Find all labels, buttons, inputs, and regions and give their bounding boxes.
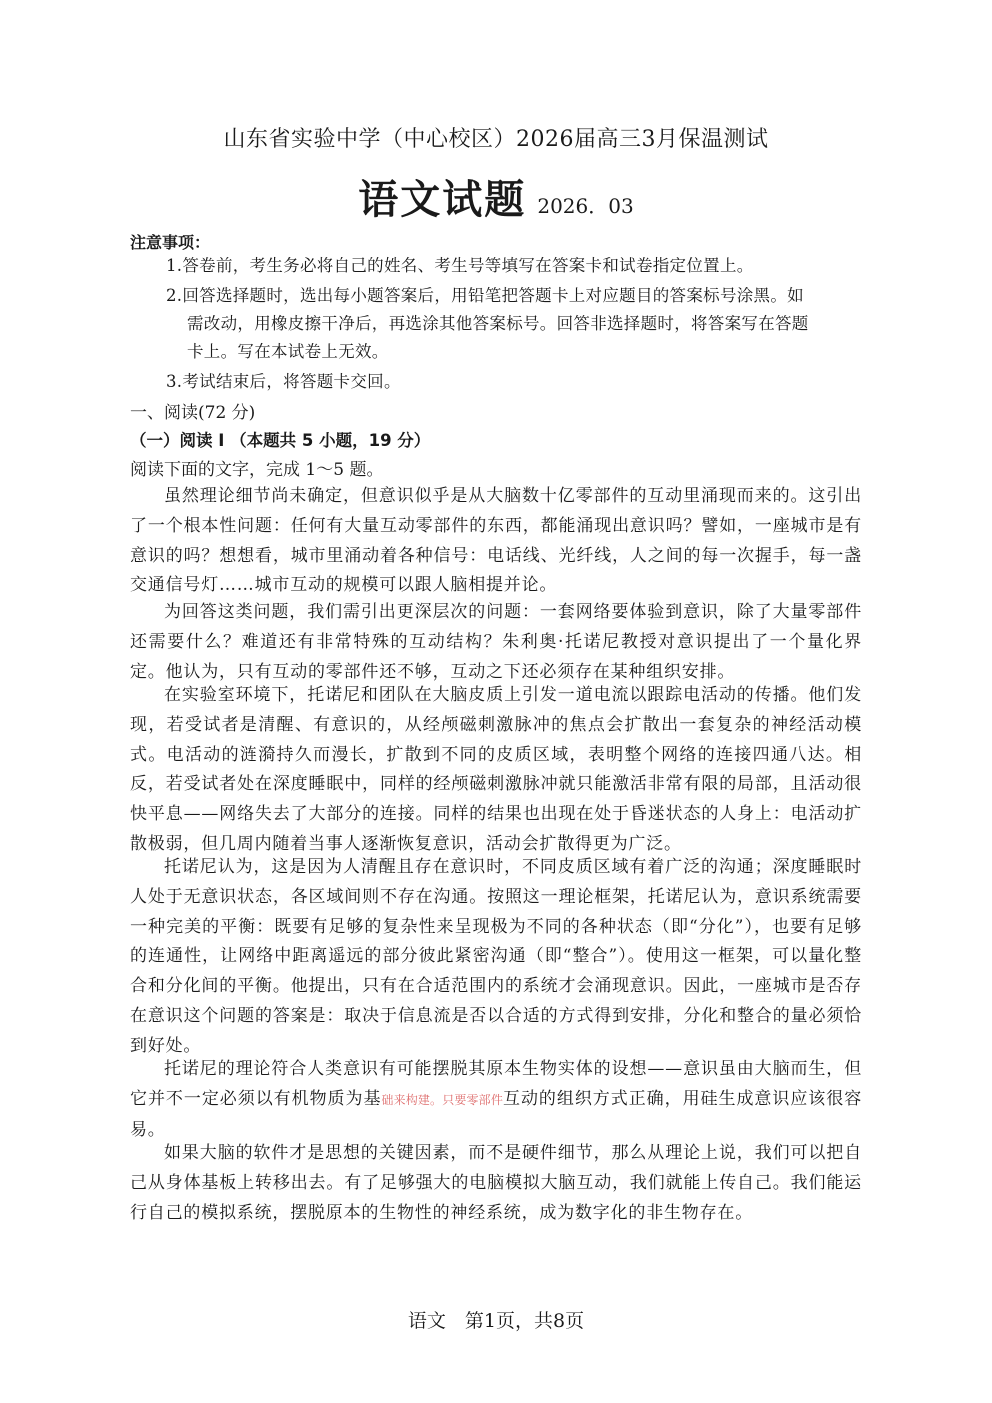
passage-paragraph-2: 为回答这类问题，我们需引出更深层次的问题：一套网络要体验到意识，除了大量零部件还需要什么？难道还有非常特殊的互动结构？朱利奥·托诺尼教授对意识提出了一个量化界定。他认为，只有互动的零部件还不够，互动之下还必须存在某种组织安排。 [130,602,862,682]
passage-paragraph-1: 虽然理论细节尚未确定，但意识似乎是从大脑数十亿零部件的互动里涌现而来的。这引出了一个根本性问题：任何有大量互动零部件的东西，都能涌现出意识吗？譬如，一座城市是有意识的吗？想想看，城市里涌动着各种信号：电话线、光纤线，人之间的每一次握手，每一盏交通信号灯……城市互动的规模可以跟人脑相提并论。 [130,486,862,596]
notes-heading: 注意事项： [130,233,211,252]
note-item-2-line-2: 需改动，用橡皮擦干净后，再选涂其他答案标号。回答非选择题时，将答案写在答题 [187,314,809,333]
title-row [0,168,992,225]
note-item-3: 3.考试结束后，将答题卡交回。 [166,372,401,391]
exam-date: 2026．03 [537,194,634,218]
section-heading: 一、阅读(72 分) [130,403,256,423]
passage-paragraph-3: 在实验室环境下，托诺尼和团队在大脑皮质上引发一道电流以跟踪电活动的传播。他们发现，若受试者是清醒、有意识的，从经颅磁刺激脉冲的焦点会扩散出一套复杂的神经活动模式。电活动的涟漪持久而漫长，扩散到不同的皮质区域，表明整个网络的连接四通八达。相反，若受试者处在深度睡眠中，同样的经颅磁刺激脉冲就只能激活非常有限的局部，且活动很快平息——网络失去了大部分的连接。同样的结果也出现在处于昏迷状态的人身上：电活动扩散极弱，但几周内随着当事人逐渐恢复意识，活动会扩散得更为广泛。 [130,685,862,854]
passage-paragraph-6: 如果大脑的软件才是思想的关键因素，而不是硬件细节，那么从理论上说，我们可以把自己从身体基板上转移出去。有了足够强大的电脑模拟大脑互动，我们就能上传自己。我们能运行自己的模拟系统，摆脱原本的生物性的神经系统，成为数字化的非生物存在。 [130,1143,862,1223]
reading-instruction: 阅读下面的文字，完成 1～5 题。 [130,460,384,480]
note-item-2-line-3: 卡上。写在本试卷上无效。 [187,342,389,361]
passage-paragraph-5 [130,1055,862,1145]
note-item-1: 1.答卷前，考生务必将自己的姓名、考生号等填写在答案卡和试卷指定位置上。 [166,256,754,275]
page-footer: 语文 第1页，共8页 [407,1310,585,1332]
passage-paragraph-5-part-1: 托诺尼的理论符合人类意识有可能摆脱其原本生物实体的设想——意识虽由大脑而生，但它并不一定必须以有机物质为基 [130,1059,862,1109]
note-item-2 [166,282,866,366]
subsection-heading: （一）阅读 I （本题共 5 小题，19 分） [130,431,431,450]
page-title: 语文试题 [358,177,527,223]
passage-paragraph-5-part-2: 互动的组织方式正确，用硅生成意识应该很容易。 [130,1088,862,1140]
school-header: 山东省实验中学（中心校区）2026届高三3月保温测试 [223,127,769,152]
passage-paragraph-4: 托诺尼认为，这是因为人清醒且存在意识时，不同皮质区域有着广泛的沟通；深度睡眠时人处于无意识状态，各区域间则不存在沟通。按照这一理论框架，托诺尼认为，意识系统需要一种完美的平衡：既要有足够的复杂性来呈现极为不同的各种状态（即“分化”），也要有足够的连通性，让网络中距离遥远的部分彼此紧密沟通（即“整合”）。使用这一框架，可以量化整合和分化间的平衡。他提出，只有在合适范围内的系统才会涌现意识。因此，一座城市是否存在意识这个问题的答案是：取决于信息流是否以合适的方式得到安排，分化和整合的量必须恰到好处。 [130,857,862,1056]
note-item-2-line-1: 2.回答选择题时，选出每小题答案后，用铅笔把答题卡上对应题目的答案标号涂黑。如 [166,286,804,305]
watermark-text: 础来构建。只要零部件 [381,1092,503,1107]
